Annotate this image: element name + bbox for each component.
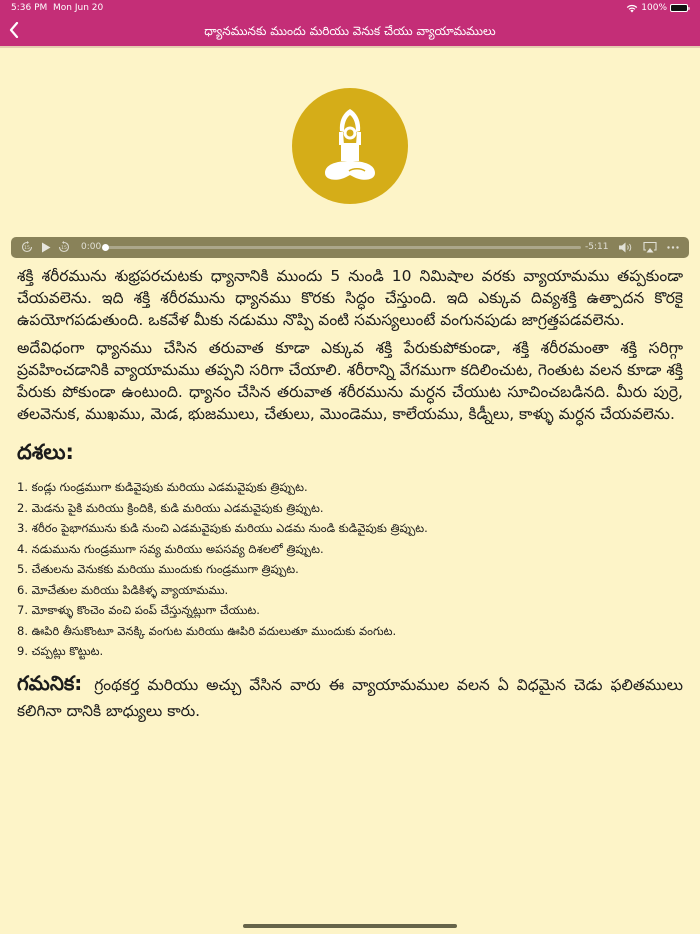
status-bar — [0, 0, 700, 16]
top-bar — [0, 0, 700, 46]
play-icon — [41, 242, 51, 253]
status-time: 5:36 PM — [11, 3, 48, 13]
skip-back-15-icon — [21, 241, 33, 253]
more-options-button[interactable] — [666, 241, 680, 254]
post-meditation-paragraph: అదేవిధంగా ధ్యానము చేసిన తరువాత కూడా ఎక్కువ శక్తి పేరుకుపోకుండా, శక్తి శరీరమంతా శక్తి సరిగ్గా ప్రవహించడానికి వ్యాయామము తప్పని సరిగా చేయాలి. శరీరాన్ని వేగముగా కదిలించుట, గెంతుట వలన కూడా శక్తి పేరుకు పోకుండా ఉంటుంది. ధ్యానం చేసిన తరువాత శరీరమును మర్ధన చేయుట సూచించబడినది. మీరు పుర్రె, తలవెనుక, ముఖము, మెడ, భుజములు, చేతులు, మొండెము, కాలేయము, కిడ్నీలు, కాళ్ళు మర్ధన చేయవలెను. — [17, 339, 683, 423]
airplay-button[interactable] — [643, 241, 657, 254]
note-label: గమనిక: — [17, 670, 83, 695]
header-divider — [0, 46, 700, 48]
volume-button[interactable] — [618, 241, 634, 254]
svg-text:15: 15 — [61, 246, 67, 251]
status-indicators — [626, 0, 688, 16]
steps-list — [17, 477, 683, 662]
step-item: 3. శరీరం పైభాగమును కుడి నుంచి ఎడమవైపుకు మరియు ఎడమ నుండి కుడివైపుకు త్రిప్పుట. — [17, 521, 428, 535]
status-date: Mon Jun 20 — [53, 3, 104, 13]
skip-forward-15-icon — [58, 241, 70, 253]
step-item: 6. మోచేతుల మరియు పిడికిళ్ళ వ్యాయామము. — [17, 582, 229, 597]
home-indicator[interactable] — [243, 924, 457, 928]
wifi-icon — [626, 4, 638, 13]
meditation-pose-icon — [315, 105, 385, 187]
battery-percent: 100% — [641, 3, 667, 13]
step-item: 8. ఊపిరి తీసుకొంటూ వెనక్కి వంగుట మరియు ఊపిరి వదులుతూ ముందుకు వంగుట. — [17, 623, 397, 638]
disclaimer-note — [17, 670, 683, 724]
battery-icon — [670, 4, 688, 12]
page-title: ధ్యానమునకు ముందు మరియు వెనుక చేయు వ్యాయామములు — [204, 24, 496, 38]
progress-slider[interactable] — [104, 246, 581, 249]
step-item: 7. మోకాళ్ళు కొంచెం వంచి పంప్ చేస్తున్నట్లుగా చేయుట. — [17, 603, 260, 617]
intro-paragraph: శక్తి శరీరమును శుభ్రపరచుటకు ధ్యానానికి ముందు 5 నుండి 10 నిమిషాల వరకు వ్యాయామము తప్పకుండా చేయవలెను. ఇది శక్తి శరీరమును ధ్యానము కొరకు సిద్ధం చేస్తుంది. ఇది ఎక్కువ దివ్యశక్తి ఉత్పాదన కొరకై ఉపయోగపడుతుంది. ఒకవేళ మీకు నడుము నొప్పి వంటి సమస్యలుంటే వంగునపుడు జాగ్రత్తపడవలెను. — [17, 267, 683, 329]
skip-forward-15-button[interactable] — [58, 241, 70, 253]
svg-text:15: 15 — [24, 246, 30, 251]
current-time: 0:00 — [81, 242, 102, 252]
skip-back-15-button[interactable] — [21, 241, 33, 253]
airplay-icon — [643, 241, 657, 254]
progress-knob[interactable] — [102, 244, 109, 251]
steps-heading: దశలు: — [17, 440, 74, 464]
navigation-bar — [0, 16, 700, 46]
note-text: గ్రంథకర్త మరియు అచ్చు వేసిన వారు ఈ వ్యాయామముల వలన ఏ విధమైన చెడు ఫలితములు కలిగినా దానికి బాధ్యులు కారు. — [17, 675, 684, 720]
step-item: 9. చప్పట్లు కొట్టుట. — [17, 644, 104, 658]
more-icon — [666, 241, 680, 254]
article-content — [17, 265, 683, 724]
step-item: 5. చేతులను వెనుకకు మరియు ముందుకు గుండ్రముగా త్రిప్పుట. — [17, 562, 299, 576]
remaining-time: -5:11 — [585, 242, 609, 252]
play-button[interactable] — [41, 242, 51, 253]
volume-icon — [618, 241, 634, 254]
step-item: 1. కండ్లు గుండ్రముగా కుడివైపుకు మరియు ఎడమవైపుకు త్రిప్పుట. — [17, 480, 308, 494]
step-item: 4. నడుమును గుండ్రముగా సవ్య మరియు అపసవ్య దిశలలో త్రిప్పుట. — [17, 541, 324, 556]
status-time-date — [11, 0, 103, 16]
step-item: 2. మెడను పైకి మరియు క్రిందికి, కుడి మరియు ఎడమవైపుకు త్రిప్పుట. — [17, 500, 324, 515]
hero-meditation-badge — [292, 88, 408, 204]
audio-player — [11, 237, 689, 258]
